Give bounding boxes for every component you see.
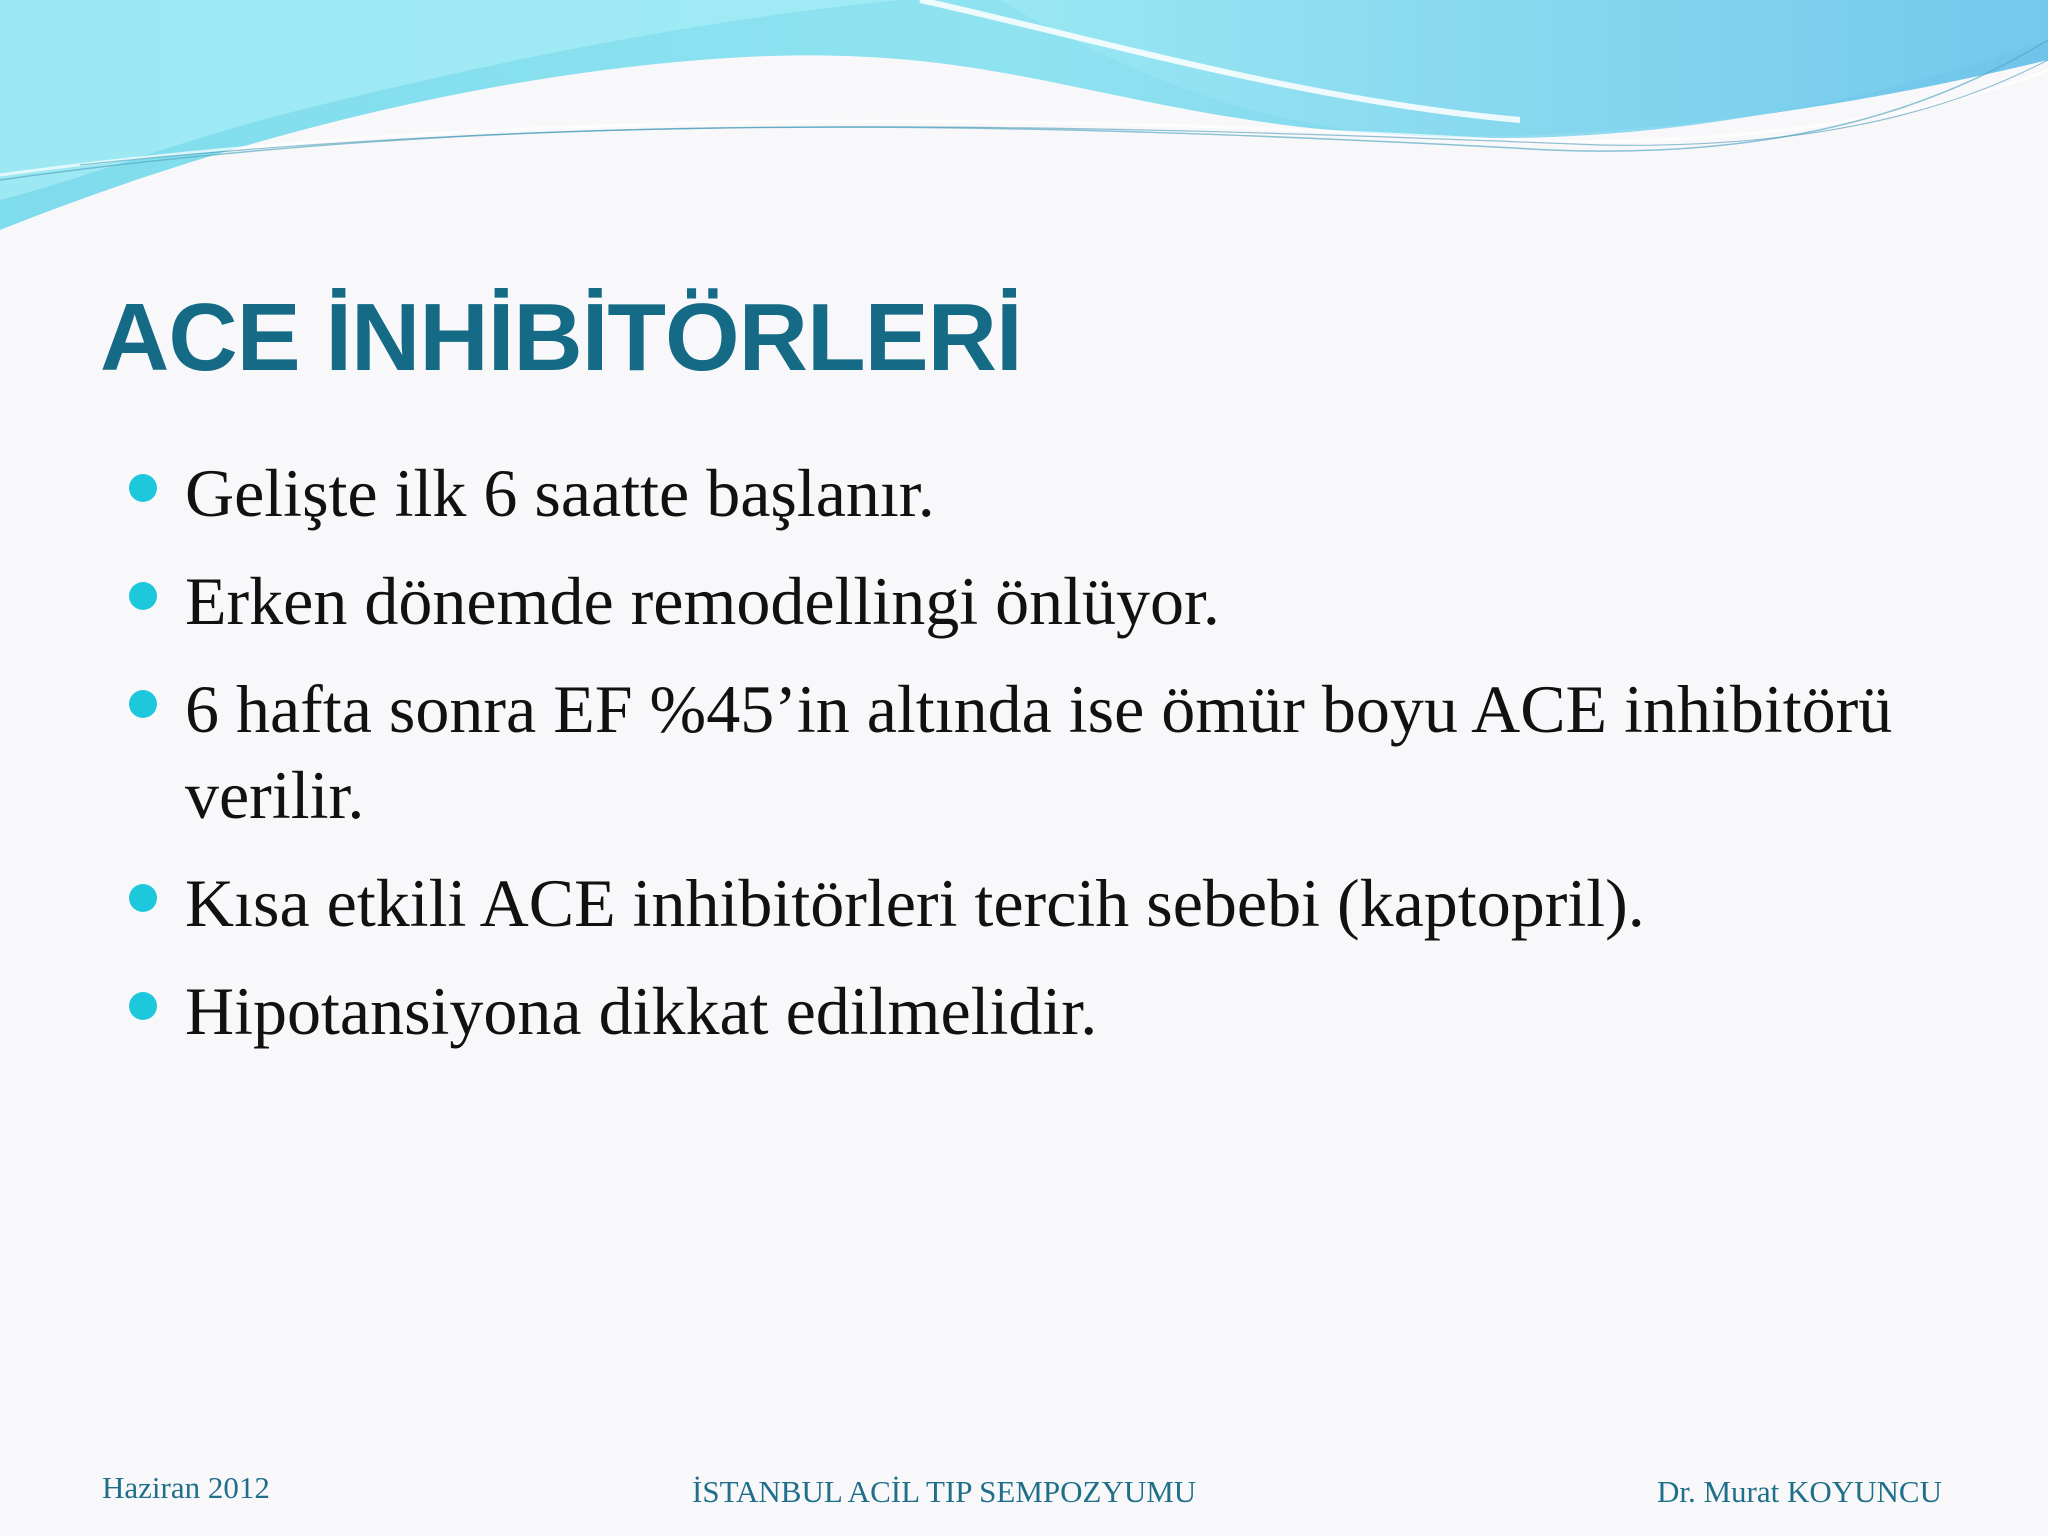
bullet-dot-icon (129, 582, 157, 610)
bullet-text: Gelişte ilk 6 saatte başlanır. (185, 455, 935, 531)
footer-author: Dr. Murat KOYUNCU (1656, 1474, 1942, 1509)
footer-event: İSTANBUL ACİL TIP SEMPOZYUMU (692, 1474, 1197, 1509)
bullet-item (185, 968, 2005, 1054)
bullet-list (185, 450, 2005, 1076)
bullet-text: Kısa etkili ACE inhibitörleri tercih sebebi (kaptopril). (185, 865, 1645, 941)
header-wave-decoration (0, 0, 2048, 240)
bullet-item (185, 558, 2005, 644)
footer-date: Haziran 2012 (102, 1470, 270, 1505)
bullet-dot-icon (129, 690, 157, 718)
bullet-text: 6 hafta sonra EF %45’in altında ise ömür boyu ACE inhibitörü verilir. (185, 671, 1893, 833)
bullet-item (185, 450, 2005, 536)
bullet-item (185, 860, 2005, 946)
bullet-dot-icon (129, 992, 157, 1020)
bullet-item (185, 666, 2005, 838)
bullet-text: Hipotansiyona dikkat edilmelidir. (185, 973, 1098, 1049)
bullet-dot-icon (129, 884, 157, 912)
slide-title: ACE İNHİBİTÖRLERİ (100, 284, 1022, 391)
bullet-dot-icon (129, 474, 157, 502)
bullet-text: Erken dönemde remodellingi önlüyor. (185, 563, 1220, 639)
